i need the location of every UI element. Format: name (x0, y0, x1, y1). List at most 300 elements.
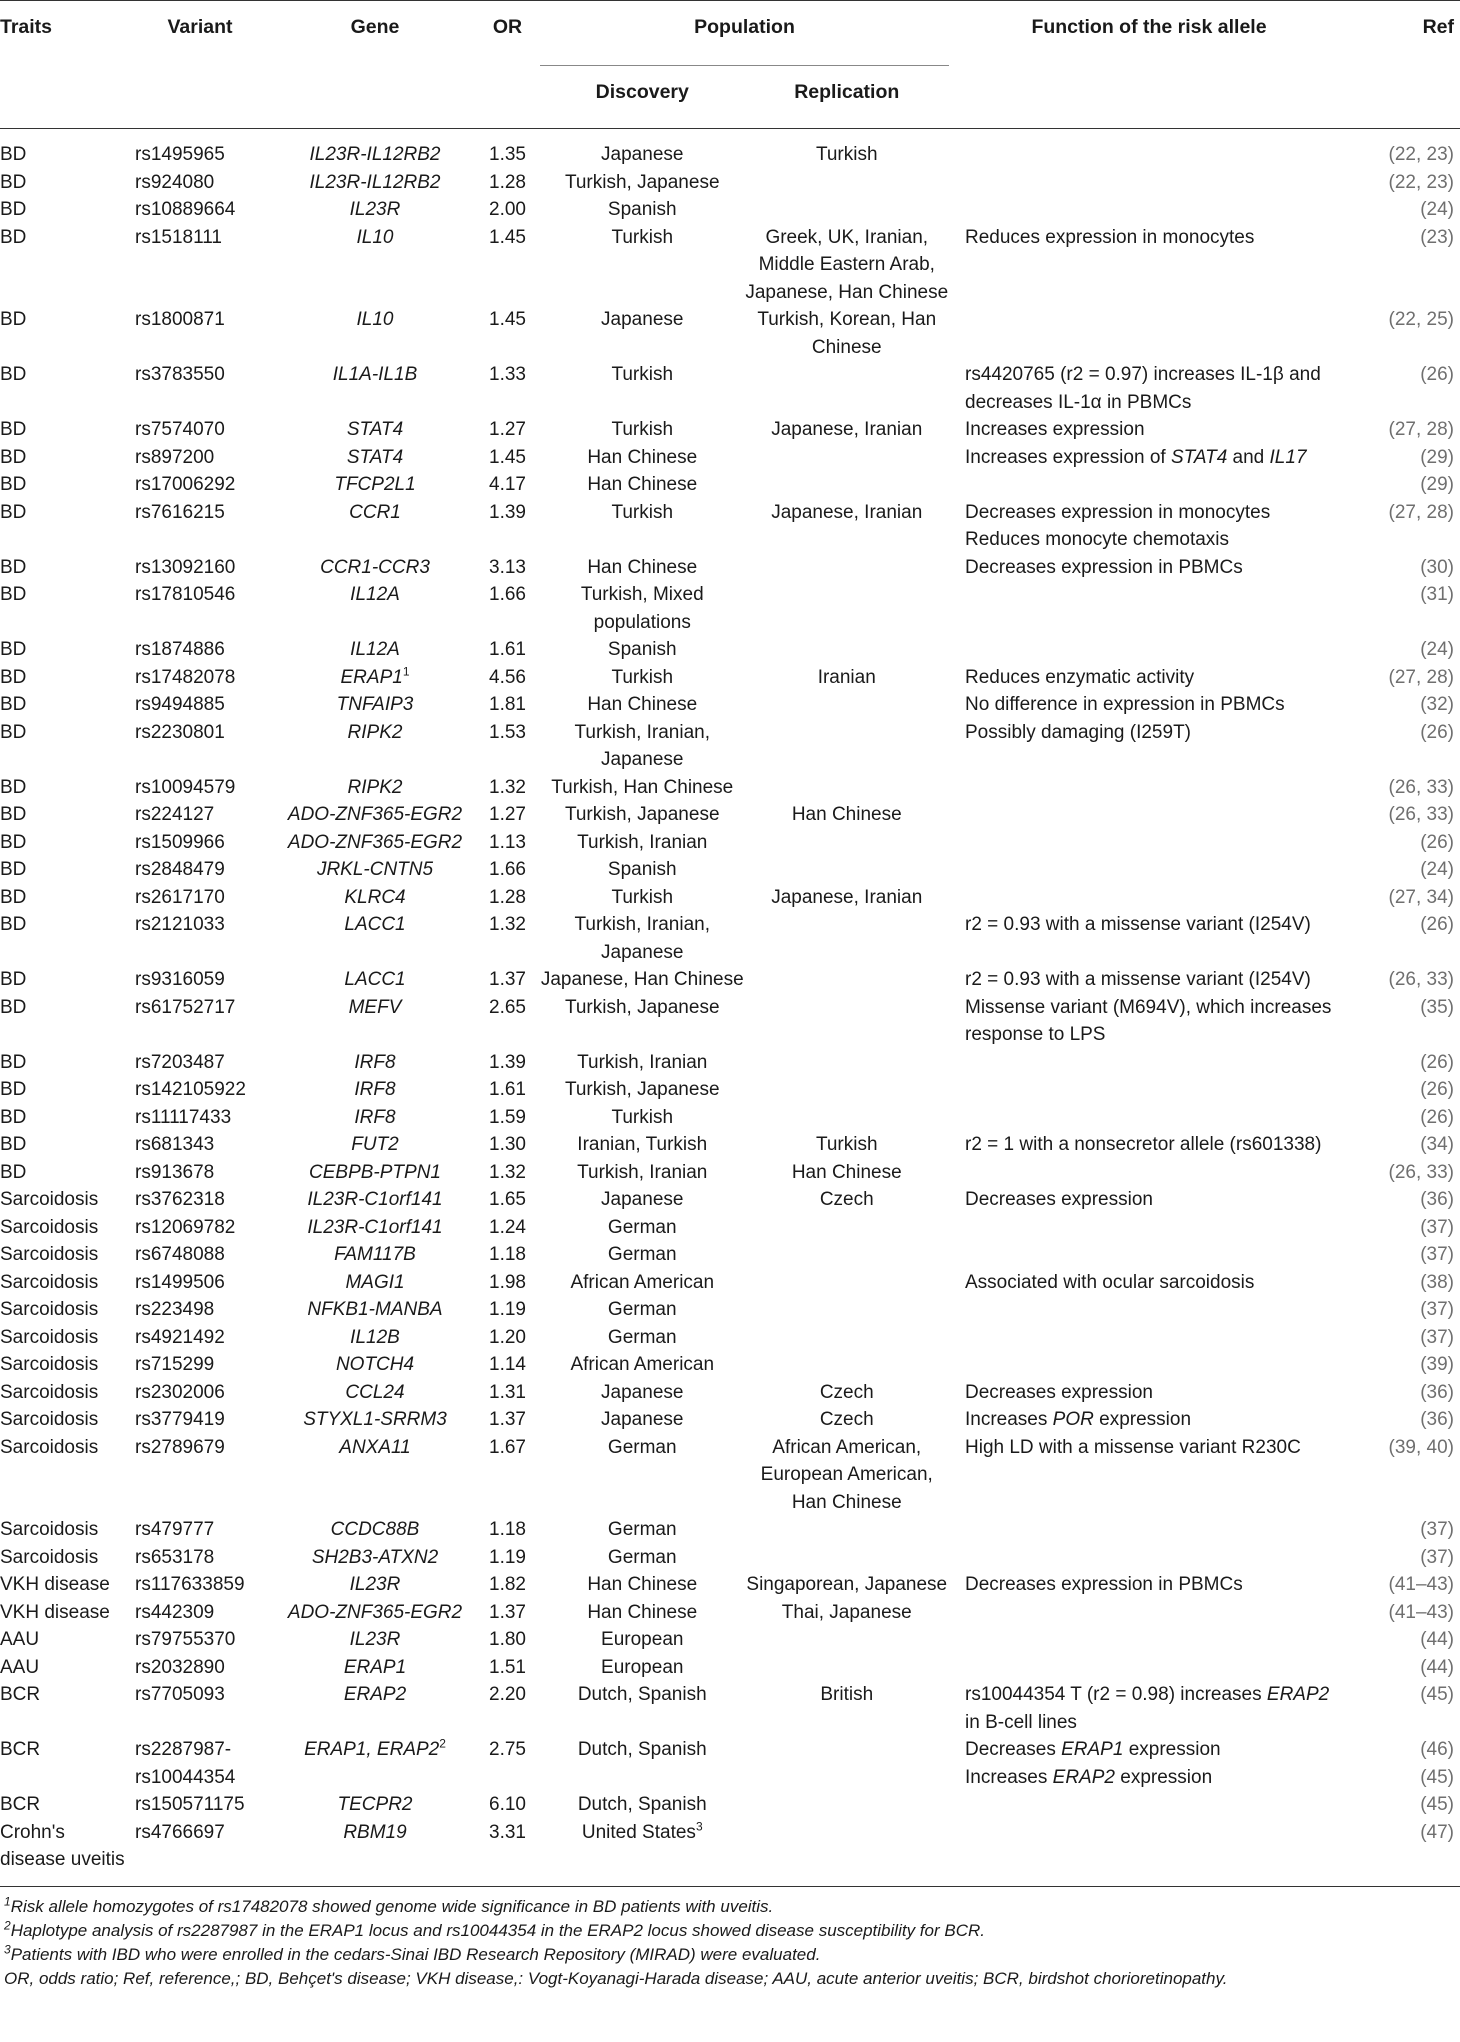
discovery-cell: Han Chinese (587, 446, 698, 468)
discovery-cell: Spanish (607, 199, 677, 220)
discovery-cell: German (607, 1546, 677, 1568)
table-row (0, 361, 1460, 416)
ref-cell: (31) (1420, 584, 1454, 605)
variant-cell: rs142105922 (135, 1079, 246, 1100)
table-row (0, 1104, 1460, 1132)
footnote: OR, odds ratio; Ref, reference,; BD, Behçet's disease; VKH disease,: Vogt-Koyanagi-Harada disease; AAU, acute anterior uveitis; BCR, birdshot chorioretinopathy. (4, 1968, 1228, 1988)
gene-cell: STYXL1-SRRM3 (303, 1409, 447, 1430)
ref-cell: (27, 28) (1388, 419, 1454, 440)
trait-cell: Sarcoidosis (0, 1381, 99, 1403)
table-row (0, 306, 1460, 361)
trait-cell: BD (0, 474, 27, 495)
trait-cell: BD (0, 584, 27, 605)
ref-cell: (34) (1420, 1134, 1454, 1155)
col-gene: Gene (350, 16, 400, 38)
ref-cell: (26) (1420, 721, 1454, 743)
col-replication: Replication (794, 81, 900, 103)
ref-cell: (29) (1420, 446, 1454, 468)
trait-cell: BD (0, 419, 27, 440)
variant-cell: rs2287987- rs10044354 (135, 1739, 236, 1788)
replication-cell: Greek, UK, Iranian, Middle Eastern Arab, Japanese, Han Chinese (745, 226, 949, 303)
table-row (0, 1159, 1460, 1187)
function-cell: r2 = 1 with a nonsecretor allele (rs601338) (965, 1134, 1322, 1155)
gene-cell: NFKB1-MANBA (307, 1299, 443, 1320)
function-cell: r2 = 0.93 with a missense variant (I254V) (965, 914, 1311, 935)
function-cell (949, 884, 1349, 912)
replication-cell (745, 1351, 950, 1379)
variant-cell: rs13092160 (135, 556, 236, 578)
table-row (0, 691, 1460, 719)
function-cell (949, 1819, 1349, 1886)
trait-cell: Sarcoidosis (0, 1354, 99, 1375)
ref-cell: (37) (1420, 1299, 1454, 1320)
gene-cell: $ERAP1^1$ (340, 664, 410, 688)
variant-cell: rs7705093 (135, 1684, 225, 1705)
discovery-cell: Han Chinese (587, 1574, 698, 1595)
variant-cell: rs224127 (135, 804, 215, 825)
trait-cell: BD (0, 1106, 27, 1128)
discovery-cell: Turkish (611, 886, 674, 908)
replication-cell (745, 1049, 950, 1077)
ref-cell: (26) (1420, 1106, 1454, 1128)
function-cell: Increases expression of STAT4 and IL17 (965, 446, 1307, 468)
discovery-cell: Japanese (601, 1381, 684, 1403)
gene-cell: CCL24 (345, 1381, 405, 1403)
gene-cell: CCR1 (349, 501, 401, 523)
replication-cell (745, 1296, 950, 1324)
trait-cell: Sarcoidosis (0, 1409, 99, 1430)
function-cell: Increases expression (965, 419, 1145, 440)
gene-cell: IL1A-IL1B (332, 364, 418, 385)
replication-cell: Thai, Japanese (781, 1601, 912, 1623)
trait-cell: Sarcoidosis (0, 1189, 99, 1210)
or-cell: 1.61 (489, 639, 526, 660)
col-function: Function of the risk allele (1031, 16, 1267, 38)
trait-cell: Sarcoidosis (0, 1436, 99, 1458)
gene-cell: IL23R-IL12RB2 (309, 171, 441, 193)
discovery-cell: European (601, 1656, 684, 1678)
trait-cell: BD (0, 639, 27, 660)
gene-cell: IL12B (350, 1326, 400, 1348)
replication-cell: Turkish (815, 144, 878, 165)
or-cell: 1.65 (489, 1189, 526, 1210)
ref-cell: (39, 40) (1388, 1436, 1454, 1458)
or-cell: 1.32 (489, 1161, 526, 1183)
gene-cell: IL23R (349, 1629, 401, 1650)
gene-cell: TFCP2L1 (334, 474, 416, 495)
trait-cell: AAU (0, 1656, 40, 1678)
variant-cell: rs10094579 (135, 776, 236, 798)
discovery-cell: Han Chinese (587, 474, 698, 495)
variant-cell: rs6748088 (135, 1244, 225, 1265)
or-cell: 1.27 (489, 419, 526, 440)
gene-cell: IRF8 (354, 1106, 396, 1128)
trait-cell: AAU (0, 1629, 40, 1650)
or-cell: 1.39 (489, 1051, 526, 1073)
or-cell: 1.37 (489, 1601, 526, 1623)
or-cell: 1.14 (489, 1354, 526, 1375)
or-cell: 1.37 (489, 969, 526, 990)
discovery-cell: Han Chinese (587, 1601, 698, 1623)
or-cell: 2.00 (489, 199, 526, 220)
replication-cell (745, 1269, 950, 1297)
function-cell (949, 169, 1349, 197)
replication-cell: Han Chinese (791, 804, 902, 825)
ref-cell: (26) (1420, 1051, 1454, 1073)
gene-cell: TNFAIP3 (336, 694, 414, 715)
discovery-cell: German (607, 1299, 677, 1320)
gene-cell: ADO-ZNF365-EGR2 (287, 804, 463, 825)
variant-cell: rs913678 (135, 1161, 215, 1183)
replication-cell (745, 911, 950, 966)
replication-cell: Czech (819, 1409, 874, 1430)
variant-cell: rs79755370 (135, 1629, 236, 1650)
gene-cell: RIPK2 (347, 721, 403, 743)
trait-cell: Sarcoidosis (0, 1299, 99, 1320)
function-cell (949, 856, 1349, 884)
function-cell (949, 581, 1349, 636)
ref-cell: (26) (1420, 831, 1454, 853)
trait-cell: BD (0, 226, 27, 248)
replication-cell (745, 774, 950, 802)
function-cell (949, 1241, 1349, 1269)
variant-cell: rs653178 (135, 1546, 215, 1568)
table-row (0, 416, 1460, 444)
trait-cell: BD (0, 804, 27, 825)
variant-cell: rs479777 (135, 1519, 215, 1540)
table-row (0, 1131, 1460, 1159)
or-cell: 1.66 (489, 859, 526, 880)
table-row (0, 1544, 1460, 1572)
discovery-cell: Japanese (601, 144, 684, 165)
table-row (0, 444, 1460, 472)
trait-cell: BD (0, 199, 27, 220)
function-cell (949, 1076, 1349, 1104)
ref-cell: (41–43) (1388, 1601, 1454, 1623)
or-cell: 1.59 (489, 1106, 526, 1128)
replication-cell: Han Chinese (791, 1161, 902, 1183)
gene-cell: MEFV (348, 996, 402, 1018)
function-cell: rs10044354 T (r2 = 0.98) increases ERAP2 in B-cell lines (965, 1684, 1330, 1733)
replication-cell (745, 856, 950, 884)
replication-cell: Japanese, Iranian (771, 886, 923, 908)
ref-cell: (22, 23) (1388, 144, 1454, 165)
col-discovery: Discovery (595, 81, 689, 103)
table-row (0, 1626, 1460, 1654)
or-cell: 1.31 (489, 1381, 526, 1403)
discovery-cell: Turkish, Mixed populations (580, 584, 704, 633)
ref-cell: (36) (1420, 1409, 1454, 1430)
replication-cell (745, 1544, 950, 1572)
discovery-cell: Turkish (611, 1106, 674, 1128)
ref-cell: (45) (1420, 1794, 1454, 1815)
replication-cell (745, 1819, 950, 1886)
function-cell (949, 1159, 1349, 1187)
ref-cell: (37) (1420, 1546, 1454, 1568)
or-cell: 1.13 (489, 831, 526, 853)
variant-cell: rs10889664 (135, 199, 236, 220)
or-cell: 1.53 (489, 721, 526, 743)
function-cell (949, 1049, 1349, 1077)
variant-cell: rs117633859 (135, 1574, 245, 1595)
function-cell: High LD with a missense variant R230C (965, 1436, 1301, 1458)
trait-cell: BD (0, 969, 27, 990)
replication-cell: Turkish, Korean, Han Chinese (757, 309, 937, 358)
table-row (0, 1214, 1460, 1242)
table-row (0, 1049, 1460, 1077)
header-row (0, 1, 1460, 66)
function-cell (949, 129, 1349, 169)
trait-cell: BD (0, 171, 27, 193)
or-cell: 3.13 (489, 556, 526, 578)
discovery-cell: Dutch, Spanish (577, 1739, 707, 1760)
gene-cell: ERAP2 (343, 1684, 407, 1705)
gene-cell: LACC1 (344, 914, 406, 935)
variant-cell: rs2302006 (135, 1381, 225, 1403)
variant-cell: rs681343 (135, 1134, 215, 1155)
gene-cell: CCDC88B (330, 1519, 420, 1540)
variant-cell: rs1874886 (135, 639, 225, 660)
discovery-cell: German (607, 1519, 677, 1540)
table-row (0, 1406, 1460, 1434)
function-cell (949, 636, 1349, 664)
function-cell (949, 1324, 1349, 1352)
or-cell: 1.39 (489, 501, 526, 523)
gene-cell: CEBPB-PTPN1 (309, 1161, 441, 1183)
gene-cell: ANXA11 (339, 1436, 411, 1458)
variant-cell: rs3783550 (135, 364, 225, 385)
trait-cell: BD (0, 501, 27, 523)
trait-cell: BD (0, 721, 27, 743)
discovery-cell: Iranian, Turkish (577, 1134, 708, 1155)
trait-cell: BCR (0, 1739, 41, 1760)
discovery-cell: Turkish, Iranian (577, 831, 708, 853)
replication-cell: British (820, 1684, 874, 1705)
ref-cell: (38) (1420, 1271, 1454, 1293)
ref-cell: (24) (1420, 639, 1454, 660)
trait-cell: BD (0, 694, 27, 715)
table-row (0, 884, 1460, 912)
or-cell: 1.18 (489, 1519, 526, 1540)
or-cell: 4.17 (489, 474, 526, 495)
ref-cell: (29) (1420, 474, 1454, 495)
ref-cell: (24) (1420, 859, 1454, 880)
or-cell: 2.65 (489, 996, 526, 1018)
trait-cell: BD (0, 666, 27, 688)
replication-cell (745, 471, 950, 499)
gene-cell: IL23R-C1orf141 (307, 1216, 443, 1238)
discovery-cell: Dutch, Spanish (577, 1794, 707, 1815)
gene-cell: STAT4 (346, 419, 404, 440)
variant-cell: rs1509966 (135, 831, 225, 853)
ref-cell: (32) (1420, 694, 1454, 715)
table-row (0, 636, 1460, 664)
table-row (0, 829, 1460, 857)
or-cell: 1.45 (489, 226, 526, 248)
function-cell: Decreases expression in PBMCs (965, 1574, 1243, 1595)
ref-cell: (36) (1420, 1189, 1454, 1210)
ref-cell: (46) (45) (1420, 1739, 1454, 1788)
replication-cell (745, 1626, 950, 1654)
table-row (0, 1241, 1460, 1269)
or-cell: 1.20 (489, 1326, 526, 1348)
ref-cell: (26, 33) (1388, 804, 1454, 825)
variant-cell: rs2848479 (135, 859, 225, 880)
or-cell: 3.31 (489, 1821, 526, 1843)
table-row (0, 1791, 1460, 1819)
table-row (0, 1324, 1460, 1352)
discovery-cell: Turkish, Japanese (564, 804, 720, 825)
discovery-cell: Turkish, Iranian (577, 1161, 708, 1183)
replication-cell (745, 1324, 950, 1352)
table-row (0, 966, 1460, 994)
table-row (0, 1819, 1460, 1886)
or-cell: 4.56 (489, 666, 526, 688)
ref-cell: (45) (1420, 1684, 1454, 1705)
trait-cell: Sarcoidosis (0, 1216, 99, 1238)
trait-cell: BD (0, 831, 27, 853)
gene-cell: IL12A (350, 639, 400, 660)
function-cell: Increases POR expression (965, 1409, 1192, 1430)
ref-cell: (27, 28) (1388, 666, 1454, 688)
or-cell: 1.24 (489, 1216, 526, 1238)
variant-cell: rs11117433 (135, 1106, 232, 1128)
table-row (0, 1296, 1460, 1324)
replication-cell (745, 691, 950, 719)
trait-cell: BD (0, 1134, 27, 1155)
gene-cell: IL23R-C1orf141 (307, 1189, 443, 1210)
table-row (0, 911, 1460, 966)
replication-cell (745, 1104, 950, 1132)
replication-cell (745, 829, 950, 857)
replication-cell (745, 994, 950, 1049)
gene-cell: TECPR2 (337, 1794, 413, 1815)
replication-cell: Czech (819, 1189, 874, 1210)
variant-cell: rs17006292 (135, 474, 236, 495)
discovery-cell: Dutch, Spanish (577, 1684, 707, 1705)
ref-cell: (26) (1420, 1079, 1454, 1100)
trait-cell: BD (0, 1051, 27, 1073)
or-cell: 1.98 (489, 1271, 526, 1293)
gene-cell: IL10 (356, 309, 394, 330)
discovery-cell: Turkish (611, 364, 674, 385)
trait-cell: Sarcoidosis (0, 1244, 99, 1265)
function-cell: No difference in expression in PBMCs (965, 694, 1285, 715)
gene-cell: IL23R-IL12RB2 (309, 144, 441, 165)
variant-cell: rs1518111 (135, 226, 222, 248)
replication-cell: Japanese, Iranian (771, 419, 923, 440)
variant-cell: rs7574070 (135, 419, 225, 440)
or-cell: 1.30 (489, 1134, 526, 1155)
table-row (0, 1379, 1460, 1407)
variant-cell: rs2617170 (135, 886, 225, 908)
table-row (0, 1076, 1460, 1104)
function-cell (949, 1599, 1349, 1627)
trait-cell: BD (0, 859, 27, 880)
table-row (0, 1269, 1460, 1297)
table-row (0, 856, 1460, 884)
or-cell: 1.32 (489, 914, 526, 935)
table-row (0, 581, 1460, 636)
gene-cell: IRF8 (354, 1051, 396, 1073)
gene-cell: NOTCH4 (335, 1354, 415, 1375)
function-cell (949, 196, 1349, 224)
replication-cell (745, 169, 950, 197)
function-cell (949, 306, 1349, 361)
trait-cell: BD (0, 556, 27, 578)
table-row (0, 801, 1460, 829)
trait-cell: Sarcoidosis (0, 1546, 99, 1568)
replication-cell (745, 1241, 950, 1269)
or-cell: 1.51 (489, 1656, 526, 1678)
or-cell: 1.81 (489, 694, 526, 715)
table-row (0, 224, 1460, 307)
or-cell: 2.20 (489, 1684, 526, 1705)
ref-cell: (44) (1420, 1656, 1454, 1678)
replication-cell (745, 1736, 950, 1791)
variant-cell: rs4921492 (135, 1326, 225, 1348)
table-row (0, 499, 1460, 554)
trait-cell: BD (0, 364, 27, 385)
trait-cell: BD (0, 144, 27, 165)
footnote: $^2$Haplotype analysis of rs2287987 in the ERAP1 locus and rs10044354 in the ERAP2 locus showed disease susceptibility for BCR. (4, 1917, 985, 1940)
function-cell: Decreases expression in PBMCs (965, 556, 1243, 578)
ref-cell: (26, 33) (1388, 776, 1454, 798)
function-cell (949, 471, 1349, 499)
variant-cell: rs2230801 (135, 721, 225, 743)
ref-cell: (26) (1420, 914, 1454, 935)
or-cell: 1.28 (489, 886, 526, 908)
discovery-cell: Turkish, Japanese (564, 171, 720, 193)
ref-cell: (30) (1420, 556, 1454, 578)
replication-cell: Iranian (817, 666, 876, 688)
trait-cell: Sarcoidosis (0, 1326, 99, 1348)
table-body (0, 129, 1460, 1886)
variant-cell: rs17482078 (135, 666, 236, 688)
variant-cell: rs1499506 (135, 1271, 225, 1293)
ref-cell: (23) (1420, 226, 1454, 248)
variant-cell: rs1800871 (135, 309, 225, 330)
replication-cell (745, 1076, 950, 1104)
function-cell (949, 1626, 1349, 1654)
ref-cell: (37) (1420, 1244, 1454, 1265)
function-cell: Possibly damaging (I259T) (965, 721, 1191, 743)
function-cell: Decreases expression (965, 1189, 1153, 1210)
table-row (0, 554, 1460, 582)
discovery-cell: Turkish, Iranian (577, 1051, 708, 1073)
ref-cell: (35) (1420, 996, 1454, 1018)
or-cell: 1.33 (489, 364, 526, 385)
trait-cell: BD (0, 996, 27, 1018)
footnote: $^3$Patients with IBD who were enrolled in the cedars-Sinai IBD Research Repository (MIRAD) were evaluated. (4, 1941, 821, 1964)
replication-cell: Japanese, Iranian (771, 501, 923, 523)
gene-cell: FUT2 (351, 1134, 399, 1155)
variant-cell: rs1495965 (135, 144, 225, 165)
trait-cell: VKH disease (0, 1601, 110, 1623)
ref-cell: (26, 33) (1388, 1161, 1454, 1183)
ref-cell: (22, 23) (1388, 171, 1454, 193)
function-cell: Associated with ocular sarcoidosis (965, 1271, 1255, 1293)
gene-cell: JRKL-CNTN5 (316, 859, 434, 880)
col-traits: Traits (0, 16, 53, 38)
replication-cell (745, 1516, 950, 1544)
gene-cell: IL23R (349, 1574, 401, 1595)
discovery-cell: Turkish (611, 419, 674, 440)
trait-cell: BD (0, 776, 27, 798)
gene-cell: RBM19 (343, 1821, 407, 1843)
discovery-cell: Turkish (611, 501, 674, 523)
replication-cell (745, 196, 950, 224)
